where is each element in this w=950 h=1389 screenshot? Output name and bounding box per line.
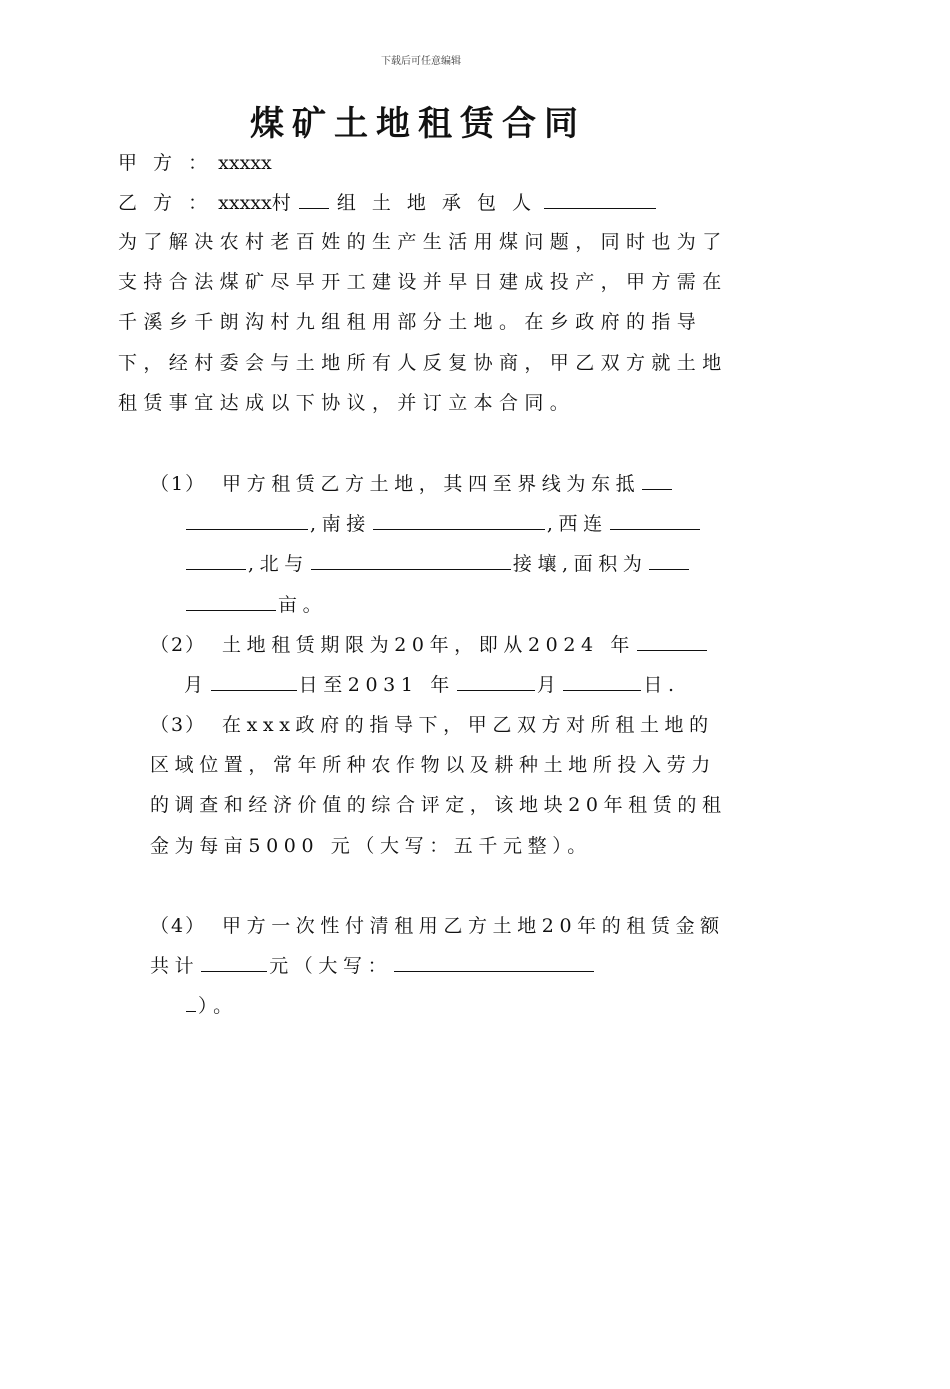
- clause-text: 甲方一次性付清租用乙方土地20年的租赁金额共计: [150, 915, 725, 978]
- clause-1: [150, 464, 730, 625]
- clause-text: 日.: [643, 674, 680, 697]
- south-boundary-blank[interactable]: [373, 511, 545, 530]
- clause-number: （3）: [150, 714, 207, 736]
- clause-text: ）。: [198, 995, 238, 1018]
- party-a-value: xxxxx: [218, 152, 272, 174]
- clause-3: [150, 705, 730, 866]
- clause-text: 在xxx政府的指导下，甲乙双方对所租土地的区域位置，常年所种农作物以及耕种土地所投入劳力的调查和经济价值的综合评定，该地块20年租赁的租金为每亩5000 元（大写：五千元整）。: [150, 714, 727, 857]
- clause-text: ,南接: [310, 513, 371, 536]
- clause-text: 月: [536, 674, 562, 697]
- clause-continuation: [150, 585, 730, 625]
- west-boundary-blank[interactable]: [610, 511, 700, 530]
- clause-text: 接壤,面积为: [512, 553, 648, 576]
- clause-text: 日至2031 年: [298, 674, 455, 697]
- north-boundary-blank[interactable]: [311, 551, 511, 570]
- preamble-paragraph: 为了解决农村老百姓的生产生活用煤问题，同时也为了支持合法煤矿尽早开工建设并早日建成投产，甲方需在千溪乡千朗沟村九组租用部分土地。在乡政府的指导下，经村委会与土地所有人反复协商，甲乙双方就土地租赁事宜达成以下协议，并订立本合同。: [118, 231, 728, 414]
- clause-text: 土地租赁期限为20年，即从2024 年: [222, 634, 635, 656]
- area-blank-cont[interactable]: [186, 592, 276, 611]
- document-title: 煤矿土地租赁合同: [250, 104, 586, 144]
- party-b-line: [118, 183, 658, 223]
- clause-text: 月: [184, 674, 209, 697]
- clause-number: （2）: [150, 634, 207, 656]
- clause-text: 亩。: [278, 593, 328, 616]
- clause-continuation: [150, 986, 730, 1026]
- clause-continuation: [150, 544, 730, 584]
- clause-continuation: [150, 665, 730, 705]
- party-a-line: [118, 143, 272, 183]
- end-month-blank[interactable]: [457, 672, 535, 691]
- total-amount-blank[interactable]: [201, 953, 267, 972]
- west-boundary-blank-cont[interactable]: [186, 551, 246, 570]
- clause-text: 元（大写：: [269, 955, 393, 978]
- clause-continuation: [150, 504, 730, 544]
- clause-text: 甲方租赁乙方土地，其四至界线为东抵: [222, 473, 641, 495]
- amount-in-words-blank[interactable]: [394, 953, 594, 972]
- east-boundary-blank[interactable]: [642, 471, 672, 490]
- end-day-blank[interactable]: [563, 672, 641, 691]
- group-number-blank[interactable]: [299, 190, 329, 209]
- clause-4: [150, 906, 730, 1027]
- party-a-label: 甲 方 ：: [118, 152, 213, 174]
- start-day-blank[interactable]: [211, 672, 297, 691]
- clause-text: ,北与: [248, 553, 309, 576]
- header-note: 下载后可任意编辑: [381, 56, 461, 67]
- amount-in-words-blank-cont[interactable]: [186, 993, 196, 1012]
- start-month-blank[interactable]: [637, 632, 707, 651]
- area-blank[interactable]: [649, 551, 689, 570]
- party-b-label: 乙 方 ：: [118, 192, 213, 214]
- clause-2: [150, 625, 730, 705]
- contractor-name-blank[interactable]: [544, 190, 656, 209]
- party-b-contractor-label: 组 土 地 承 包 人: [336, 192, 537, 214]
- east-boundary-blank-cont[interactable]: [186, 511, 308, 530]
- clause-number: （4）: [150, 915, 207, 937]
- clause-number: （1）: [150, 473, 207, 495]
- party-b-village: xxxxx村: [218, 192, 291, 214]
- clause-text: ,西连: [546, 513, 608, 536]
